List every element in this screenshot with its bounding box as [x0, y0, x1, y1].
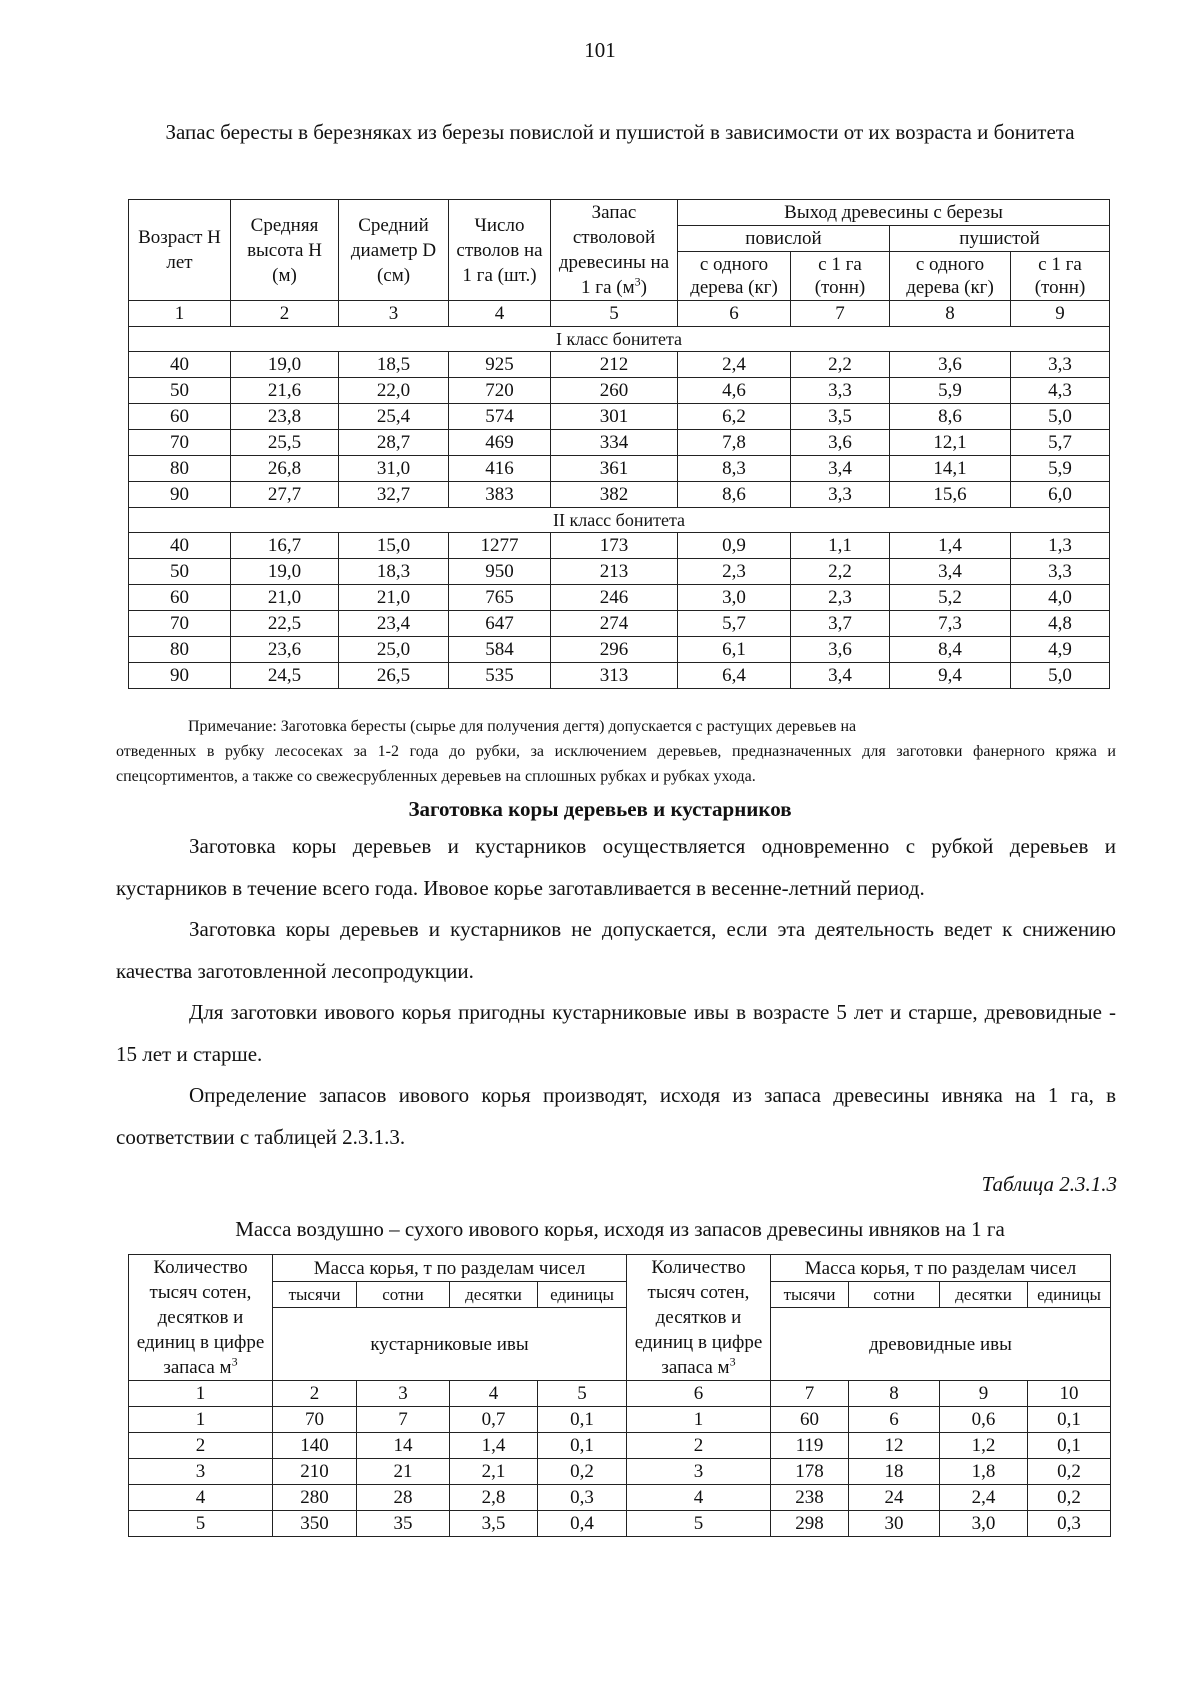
- column-number: 3: [339, 301, 449, 327]
- table-cell: 23,4: [339, 611, 449, 637]
- table-cell: 574: [449, 404, 551, 430]
- table-cell: 26,8: [231, 456, 339, 482]
- table-cell: 24,5: [231, 663, 339, 689]
- table-cell: 950: [449, 559, 551, 585]
- table-cell: 0,1: [1028, 1433, 1111, 1459]
- table-row: [129, 352, 1110, 378]
- table-cell: 334: [551, 430, 678, 456]
- table-cell: 2,3: [791, 585, 890, 611]
- table-row: [129, 404, 1110, 430]
- column-number: 6: [678, 301, 791, 327]
- table-cell: 2,8: [450, 1485, 538, 1511]
- table-cell: 0,1: [1028, 1407, 1111, 1433]
- table-cell: 5: [627, 1511, 771, 1537]
- table-cell: 7,3: [890, 611, 1011, 637]
- table-cell: 5,7: [678, 611, 791, 637]
- table1-column-numbers: [129, 301, 1110, 327]
- table-cell: 246: [551, 585, 678, 611]
- table-cell: 23,6: [231, 637, 339, 663]
- table-cell: 4,6: [678, 378, 791, 404]
- header-hundreds-shrub: сотни: [357, 1282, 450, 1308]
- table-cell: 4,9: [1011, 637, 1110, 663]
- table-row: [129, 1485, 1111, 1511]
- header-height: Средняя высота Н (м): [231, 200, 339, 301]
- table-cell: 1: [627, 1407, 771, 1433]
- column-number: 10: [1028, 1381, 1111, 1407]
- table-cell: 24: [849, 1485, 940, 1511]
- table-cell: 3: [129, 1459, 273, 1485]
- table-cell: 5,2: [890, 585, 1011, 611]
- table-cell: 1,3: [1011, 533, 1110, 559]
- header-shrub-willows: кустарниковые ивы: [273, 1308, 627, 1381]
- header-quantity-sup: 3: [231, 1354, 238, 1369]
- table-row: [129, 1433, 1111, 1459]
- table-cell: 25,0: [339, 637, 449, 663]
- column-number: 7: [771, 1381, 849, 1407]
- table-cell: 5,9: [1011, 456, 1110, 482]
- table-cell: 5,0: [1011, 663, 1110, 689]
- table-cell: 416: [449, 456, 551, 482]
- table-cell: 12: [849, 1433, 940, 1459]
- table-cell: 40: [129, 533, 231, 559]
- column-number: 4: [450, 1381, 538, 1407]
- table-cell: 6,2: [678, 404, 791, 430]
- table-cell: 119: [771, 1433, 849, 1459]
- header-stock-sup: 3: [634, 274, 641, 289]
- table-cell: 21,0: [231, 585, 339, 611]
- column-number: 2: [231, 301, 339, 327]
- table-cell: 280: [273, 1485, 357, 1511]
- class2-rows: [129, 533, 1110, 689]
- table-cell: 1277: [449, 533, 551, 559]
- header-mass-shrub: Масса корья, т по разделам чисел: [273, 1255, 627, 1282]
- table-cell: 18: [849, 1459, 940, 1485]
- table-cell: 0,7: [450, 1407, 538, 1433]
- table-cell: 70: [129, 430, 231, 456]
- column-number: 4: [449, 301, 551, 327]
- header-stock-text: Запас стволовой древесины на 1 га (м: [558, 202, 670, 298]
- table-cell: 15,6: [890, 482, 1011, 508]
- willow-bark-table: [128, 1254, 1111, 1537]
- column-number-row: [129, 1381, 1111, 1407]
- table-cell: 15,0: [339, 533, 449, 559]
- table-cell: 2,2: [791, 352, 890, 378]
- paragraph-3: [116, 991, 1116, 1075]
- table-cell: 8,6: [890, 404, 1011, 430]
- table-cell: 2,3: [678, 559, 791, 585]
- header-stock: [551, 200, 678, 301]
- table-cell: 21,6: [231, 378, 339, 404]
- table-cell: 26,5: [339, 663, 449, 689]
- header-hundreds-tree: сотни: [849, 1282, 940, 1308]
- table-cell: 3,3: [791, 482, 890, 508]
- table-cell: 8,3: [678, 456, 791, 482]
- table-cell: 1,4: [890, 533, 1011, 559]
- table-cell: 21: [357, 1459, 450, 1485]
- table-row: [129, 585, 1110, 611]
- table-cell: 0,3: [538, 1485, 627, 1511]
- column-number: 9: [940, 1381, 1028, 1407]
- column-number-row: [129, 301, 1110, 327]
- table-cell: 8,4: [890, 637, 1011, 663]
- birch-bark-table: [128, 199, 1110, 689]
- table-cell: 3,6: [791, 430, 890, 456]
- table-cell: 1,2: [940, 1433, 1028, 1459]
- table-cell: 2: [627, 1433, 771, 1459]
- table-cell: 2,4: [678, 352, 791, 378]
- column-number: 6: [627, 1381, 771, 1407]
- header-units-shrub: единицы: [538, 1282, 627, 1308]
- class2-label: II класс бонитета: [129, 508, 1110, 533]
- table-cell: 296: [551, 637, 678, 663]
- column-number: 1: [129, 301, 231, 327]
- note-line1: Примечание: Заготовка бересты (сырье для получения дегтя) допускается с растущих деревьев на: [188, 718, 857, 735]
- table-cell: 70: [273, 1407, 357, 1433]
- table-cell: 0,3: [1028, 1511, 1111, 1537]
- table-cell: 1,1: [791, 533, 890, 559]
- table-cell: 6: [849, 1407, 940, 1433]
- table-cell: 90: [129, 482, 231, 508]
- table-cell: 3,0: [940, 1511, 1028, 1537]
- header-stock-suffix: ): [640, 277, 647, 298]
- table-cell: 0,1: [538, 1433, 627, 1459]
- table-cell: 31,0: [339, 456, 449, 482]
- table2-rows: [129, 1407, 1111, 1537]
- header-diameter: Средний диаметр D (см): [339, 200, 449, 301]
- column-number: 1: [129, 1381, 273, 1407]
- table-cell: 35: [357, 1511, 450, 1537]
- column-number: 8: [849, 1381, 940, 1407]
- table-cell: 14,1: [890, 456, 1011, 482]
- table-cell: 238: [771, 1485, 849, 1511]
- table-cell: 301: [551, 404, 678, 430]
- table-cell: 60: [771, 1407, 849, 1433]
- header-units-tree: единицы: [1028, 1282, 1111, 1308]
- table-cell: 213: [551, 559, 678, 585]
- header-pubescens-per-ha: с 1 га (тонн): [1011, 252, 1110, 301]
- column-number: 5: [551, 301, 678, 327]
- table-cell: 0,4: [538, 1511, 627, 1537]
- table-cell: 14: [357, 1433, 450, 1459]
- header-quantity-shrub: [129, 1255, 273, 1381]
- column-number: 7: [791, 301, 890, 327]
- table-cell: 19,0: [231, 559, 339, 585]
- table-cell: 90: [129, 663, 231, 689]
- table-cell: 2,2: [791, 559, 890, 585]
- table-cell: 3,3: [791, 378, 890, 404]
- table-cell: 3,4: [791, 456, 890, 482]
- table1-note: [116, 714, 1116, 789]
- header-mass-tree: Масса корья, т по разделам чисел: [771, 1255, 1111, 1282]
- table-cell: 4,0: [1011, 585, 1110, 611]
- table-cell: 50: [129, 559, 231, 585]
- table-row: [129, 559, 1110, 585]
- table-cell: 70: [129, 611, 231, 637]
- table-row: [129, 1459, 1111, 1485]
- paragraph-text: Для заготовки ивового корья пригодны кустарниковые ивы в возрасте 5 лет и старше, древовидные - 15 лет и старше.: [116, 1000, 1116, 1066]
- paragraph-2: [116, 908, 1116, 992]
- table-cell: 5,0: [1011, 404, 1110, 430]
- column-number: 2: [273, 1381, 357, 1407]
- paragraph-1: [116, 825, 1116, 909]
- table-cell: 382: [551, 482, 678, 508]
- table-cell: 584: [449, 637, 551, 663]
- table-cell: 3,5: [450, 1511, 538, 1537]
- table-cell: 25,4: [339, 404, 449, 430]
- class1-label: I класс бонитета: [129, 327, 1110, 352]
- table-cell: 3,3: [1011, 352, 1110, 378]
- table-cell: 6,1: [678, 637, 791, 663]
- table-row: [129, 378, 1110, 404]
- table-cell: 2: [129, 1433, 273, 1459]
- table1-title: Запас бересты в березняках из березы повислой и пушистой в зависимости от их возраста и бонитета: [165, 120, 1075, 144]
- table2-label: Таблица 2.3.1.3: [981, 1172, 1117, 1196]
- table-row: [129, 456, 1110, 482]
- table-cell: 5,7: [1011, 430, 1110, 456]
- table-cell: 173: [551, 533, 678, 559]
- table-cell: 30: [849, 1511, 940, 1537]
- header-yield: Выход древесины с березы: [678, 200, 1110, 226]
- table-cell: 1,8: [940, 1459, 1028, 1485]
- table2-column-numbers: [129, 1381, 1111, 1407]
- header-stems: Число стволов на 1 га (шт.): [449, 200, 551, 301]
- header-tree-willows: древовидные ивы: [771, 1308, 1111, 1381]
- table-cell: 298: [771, 1511, 849, 1537]
- table-cell: 23,8: [231, 404, 339, 430]
- table-cell: 361: [551, 456, 678, 482]
- table-cell: 1: [129, 1407, 273, 1433]
- column-number: 9: [1011, 301, 1110, 327]
- table-cell: 4: [627, 1485, 771, 1511]
- header-thousands-tree: тысячи: [771, 1282, 849, 1308]
- table-cell: 3,0: [678, 585, 791, 611]
- header-quantity-sup: 3: [729, 1354, 736, 1369]
- table-row: [129, 482, 1110, 508]
- table-cell: 535: [449, 663, 551, 689]
- header-pendula-per-tree: с одного дерева (кг): [678, 252, 791, 301]
- table-cell: 4: [129, 1485, 273, 1511]
- table-cell: 0,6: [940, 1407, 1028, 1433]
- table-cell: 4,8: [1011, 611, 1110, 637]
- table-cell: 925: [449, 352, 551, 378]
- table-cell: 0,2: [1028, 1459, 1111, 1485]
- table-cell: 1,4: [450, 1433, 538, 1459]
- table-cell: 60: [129, 404, 231, 430]
- table-cell: 350: [273, 1511, 357, 1537]
- header-pubescens: пушистой: [890, 226, 1110, 252]
- table-cell: 28,7: [339, 430, 449, 456]
- table-cell: 383: [449, 482, 551, 508]
- table-row: [129, 663, 1110, 689]
- table-cell: 0,2: [538, 1459, 627, 1485]
- table-cell: 765: [449, 585, 551, 611]
- header-age: Возраст Н лет: [129, 200, 231, 301]
- table-cell: 32,7: [339, 482, 449, 508]
- table-cell: 27,7: [231, 482, 339, 508]
- section-heading: Заготовка коры деревьев и кустарников: [408, 797, 792, 821]
- column-number: 8: [890, 301, 1011, 327]
- table-cell: 7,8: [678, 430, 791, 456]
- table-cell: 0,1: [538, 1407, 627, 1433]
- table-cell: 3,6: [791, 637, 890, 663]
- header-pubescens-per-tree: с одного дерева (кг): [890, 252, 1011, 301]
- table-cell: 3,5: [791, 404, 890, 430]
- table-cell: 2,4: [940, 1485, 1028, 1511]
- table-cell: 178: [771, 1459, 849, 1485]
- table-cell: 22,5: [231, 611, 339, 637]
- paragraph-text: Заготовка коры деревьев и кустарников не допускается, если эта деятельность ведет к снижению качества заготовленной лесопродукции.: [116, 917, 1116, 983]
- table2-title: Масса воздушно – сухого ивового корья, исходя из запасов древесины ивняков на 1 га: [235, 1217, 1005, 1241]
- table-cell: 0,9: [678, 533, 791, 559]
- header-pendula-per-ha: с 1 га (тонн): [791, 252, 890, 301]
- table-cell: 210: [273, 1459, 357, 1485]
- header-thousands-shrub: тысячи: [273, 1282, 357, 1308]
- table-cell: 313: [551, 663, 678, 689]
- table-row: [129, 1407, 1111, 1433]
- table-cell: 212: [551, 352, 678, 378]
- column-number: 3: [357, 1381, 450, 1407]
- table-cell: 2,1: [450, 1459, 538, 1485]
- table-cell: 80: [129, 456, 231, 482]
- paragraph-4: [116, 1074, 1116, 1158]
- table-cell: 274: [551, 611, 678, 637]
- header-quantity-tree: [627, 1255, 771, 1381]
- table-cell: 469: [449, 430, 551, 456]
- table-row: [129, 533, 1110, 559]
- table-cell: 5,9: [890, 378, 1011, 404]
- table-cell: 5: [129, 1511, 273, 1537]
- header-tens-shrub: десятки: [450, 1282, 538, 1308]
- table-row: [129, 1511, 1111, 1537]
- table-cell: 18,5: [339, 352, 449, 378]
- table-row: [129, 430, 1110, 456]
- table-cell: 140: [273, 1433, 357, 1459]
- header-quantity-text: Количество тысяч сотен, десятков и единиц в цифре запаса м: [634, 1257, 763, 1378]
- table-cell: 3: [627, 1459, 771, 1485]
- paragraph-text: Определение запасов ивового корья производят, исходя из запаса древесины ивняка на 1 га, в соответствии с таблицей 2.3.1.3.: [116, 1083, 1116, 1149]
- table-cell: 19,0: [231, 352, 339, 378]
- table-cell: 3,4: [890, 559, 1011, 585]
- table-cell: 40: [129, 352, 231, 378]
- table-cell: 60: [129, 585, 231, 611]
- table-cell: 6,0: [1011, 482, 1110, 508]
- column-number: 5: [538, 1381, 627, 1407]
- table-cell: 18,3: [339, 559, 449, 585]
- table-cell: 80: [129, 637, 231, 663]
- table-cell: 21,0: [339, 585, 449, 611]
- table-cell: 260: [551, 378, 678, 404]
- paragraph-text: Заготовка коры деревьев и кустарников осуществляется одновременно с рубкой деревьев и кустарников в течение всего года. Ивовое корье заготавливается в весенне-летний период.: [116, 834, 1116, 900]
- table-cell: 3,6: [890, 352, 1011, 378]
- table-row: [129, 611, 1110, 637]
- table-cell: 7: [357, 1407, 450, 1433]
- table-cell: 3,4: [791, 663, 890, 689]
- header-tens-tree: десятки: [940, 1282, 1028, 1308]
- table-cell: 6,4: [678, 663, 791, 689]
- table-cell: 647: [449, 611, 551, 637]
- table-cell: 8,6: [678, 482, 791, 508]
- table-cell: 3,7: [791, 611, 890, 637]
- header-pendula: повислой: [678, 226, 890, 252]
- table-cell: 25,5: [231, 430, 339, 456]
- header-quantity-text: Количество тысяч сотен, десятков и единиц в цифре запаса м: [136, 1257, 265, 1378]
- table-row: [129, 637, 1110, 663]
- table-cell: 50: [129, 378, 231, 404]
- table-cell: 0,2: [1028, 1485, 1111, 1511]
- table-cell: 22,0: [339, 378, 449, 404]
- table-cell: 28: [357, 1485, 450, 1511]
- table-cell: 3,3: [1011, 559, 1110, 585]
- table-cell: 9,4: [890, 663, 1011, 689]
- class1-rows: [129, 352, 1110, 508]
- table-cell: 16,7: [231, 533, 339, 559]
- page-number: 101: [584, 38, 616, 62]
- table-cell: 4,3: [1011, 378, 1110, 404]
- table-cell: 720: [449, 378, 551, 404]
- table-cell: 12,1: [890, 430, 1011, 456]
- note-rest: отведенных в рубку лесосеках за 1-2 года до рубки, за исключением деревьев, предназначенных для заготовки фанерного кряжа и спецсортиментов, а также со свежесрубленных деревьев на сплошных рубках и рубках ухода.: [116, 743, 1116, 785]
